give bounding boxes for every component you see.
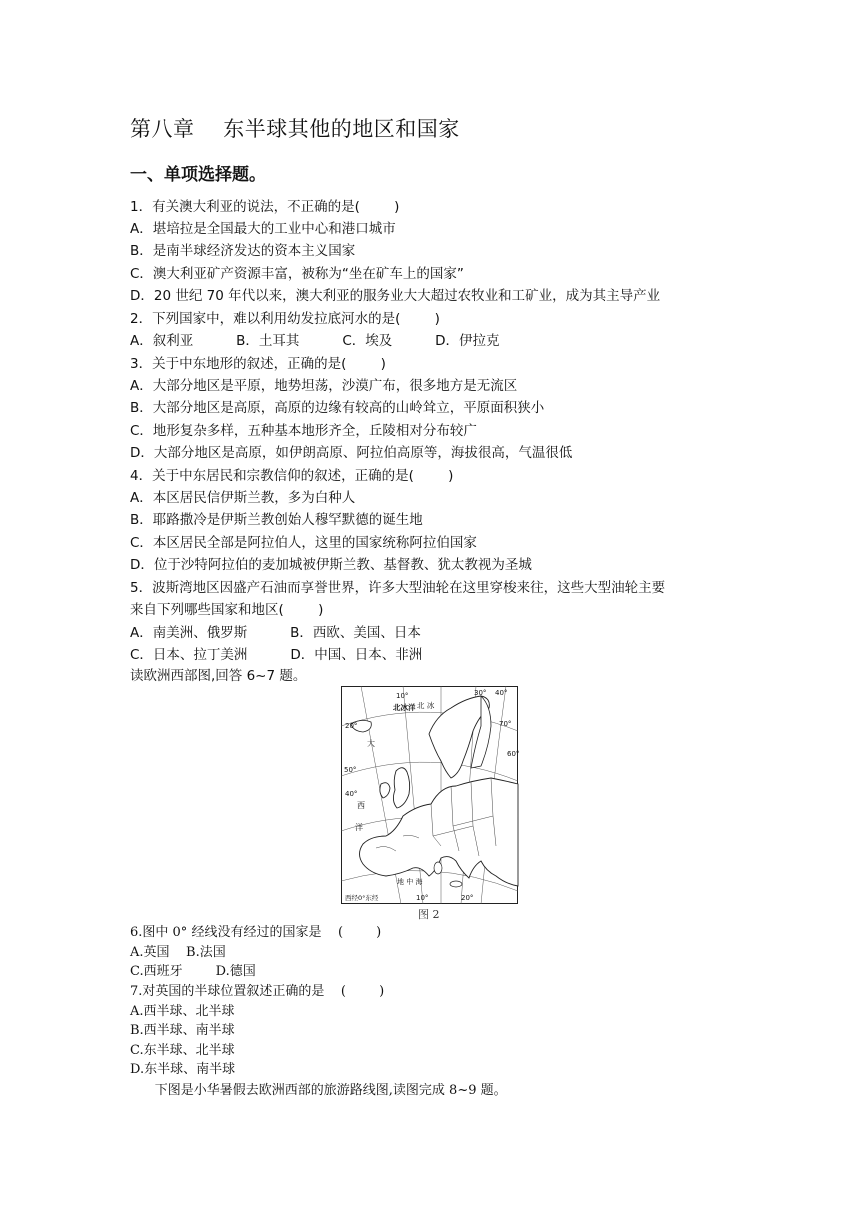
map-label: 洋 xyxy=(355,823,363,832)
option-line: B．大部分地区是高原，高原的边缘有较高的山岭耸立，平原面积狭小 xyxy=(130,400,545,416)
option-line: C.东半球、北半球 xyxy=(130,1043,235,1058)
figure-caption: 图 2 xyxy=(418,908,440,921)
map-label: 地 中 海 xyxy=(397,878,423,886)
western-europe-map xyxy=(341,686,518,904)
option-line: A．大部分地区是平原，地势坦荡，沙漠广布，很多地方是无流区 xyxy=(130,378,518,394)
option-line: A．本区居民信伊斯兰教，多为白种人 xyxy=(130,490,356,506)
option-line: C．本区居民全部是阿拉伯人，这里的国家统称阿拉伯国家 xyxy=(130,535,477,551)
map-label: 北冰洋 xyxy=(393,703,416,712)
section-heading: 一、单项选择题。 xyxy=(130,165,266,185)
option-line: C．澳大利亚矿产资源丰富，被称为“坐在矿车上的国家” xyxy=(130,266,464,282)
map-label: 20° xyxy=(345,722,358,730)
option-line: B．耶路撒冷是伊斯兰教创始人穆罕默德的诞生地 xyxy=(130,512,423,528)
question-line: 6.图中 0° 经线没有经过的国家是 ( ) xyxy=(130,925,382,940)
instruction-line: 读欧洲西部图,回答 6~7 题。 xyxy=(130,668,307,684)
map-label: 40° xyxy=(495,689,508,697)
question-line: 3．关于中东地形的叙述，正确的是( ) xyxy=(130,356,386,372)
map-label: 北 冰 xyxy=(417,701,435,710)
map-label: 10° xyxy=(396,692,409,700)
option-line: A．堪培拉是全国最大的工业中心和港口城市 xyxy=(130,221,396,237)
map-label: 60° xyxy=(507,750,520,758)
question-line: 4．关于中东居民和宗教信仰的叙述，正确的是( ) xyxy=(130,468,454,484)
question-line: 2．下列国家中，难以利用幼发拉底河水的是( ) xyxy=(130,311,440,327)
map-label: 10° xyxy=(416,894,429,902)
option-line: A.西半球、北半球 xyxy=(130,1004,235,1019)
map-label: 20° xyxy=(461,894,474,902)
map-label: 大 xyxy=(367,739,375,748)
option-line: D.东半球、南半球 xyxy=(130,1062,236,1077)
question-line: 1．有关澳大利亚的说法，不正确的是( ) xyxy=(130,199,400,215)
option-line: A.英国 B.法国 xyxy=(130,945,226,960)
option-line: D．20 世纪 70 年代以来，澳大利亚的服务业大大超过农牧业和工矿业，成为其主导产业 xyxy=(130,288,661,304)
question-line: 5．波斯湾地区因盛产石油而享誉世界，许多大型油轮在这里穿梭来往，这些大型油轮主要 xyxy=(130,580,666,596)
option-line: C．日本、拉丁美洲 D．中国、日本、非洲 xyxy=(130,647,423,663)
instruction-line: 下图是小华暑假去欧洲西部的旅游路线图,读图完成 8~9 题。 xyxy=(130,1083,507,1098)
question-line: 7.对英国的半球位置叙述正确的是 ( ) xyxy=(130,984,385,999)
option-line: D．大部分地区是高原，如伊朗高原、阿拉伯高原等，海拔很高，气温很低 xyxy=(130,445,573,461)
option-line: D．位于沙特阿拉伯的麦加城被伊斯兰教、基督教、犹太教视为圣城 xyxy=(130,557,532,573)
question-line: 来自下列哪些国家和地区( ) xyxy=(130,602,324,618)
map-label: 30° xyxy=(474,689,487,697)
map-label: 40° xyxy=(345,790,358,798)
option-line: B．是南半球经济发达的资本主义国家 xyxy=(130,243,356,259)
map-label: 50° xyxy=(344,766,357,774)
chapter-title: 第八章 东半球其他的地区和国家 xyxy=(130,117,460,141)
map-label: 西 xyxy=(357,801,365,810)
option-line: A．叙利亚 B．土耳其 C．埃及 D．伊拉克 xyxy=(130,333,500,349)
option-line: C.西班牙 D.德国 xyxy=(130,964,256,979)
option-line: C．地形复杂多样，五种基本地形齐全，丘陵相对分布较广 xyxy=(130,423,477,439)
map-label: 西经0°东经 xyxy=(345,894,379,902)
map-label: 70° xyxy=(499,720,512,728)
option-line: A．南美洲、俄罗斯 B．西欧、美国、日本 xyxy=(130,625,421,641)
option-line: B.西半球、南半球 xyxy=(130,1023,235,1038)
